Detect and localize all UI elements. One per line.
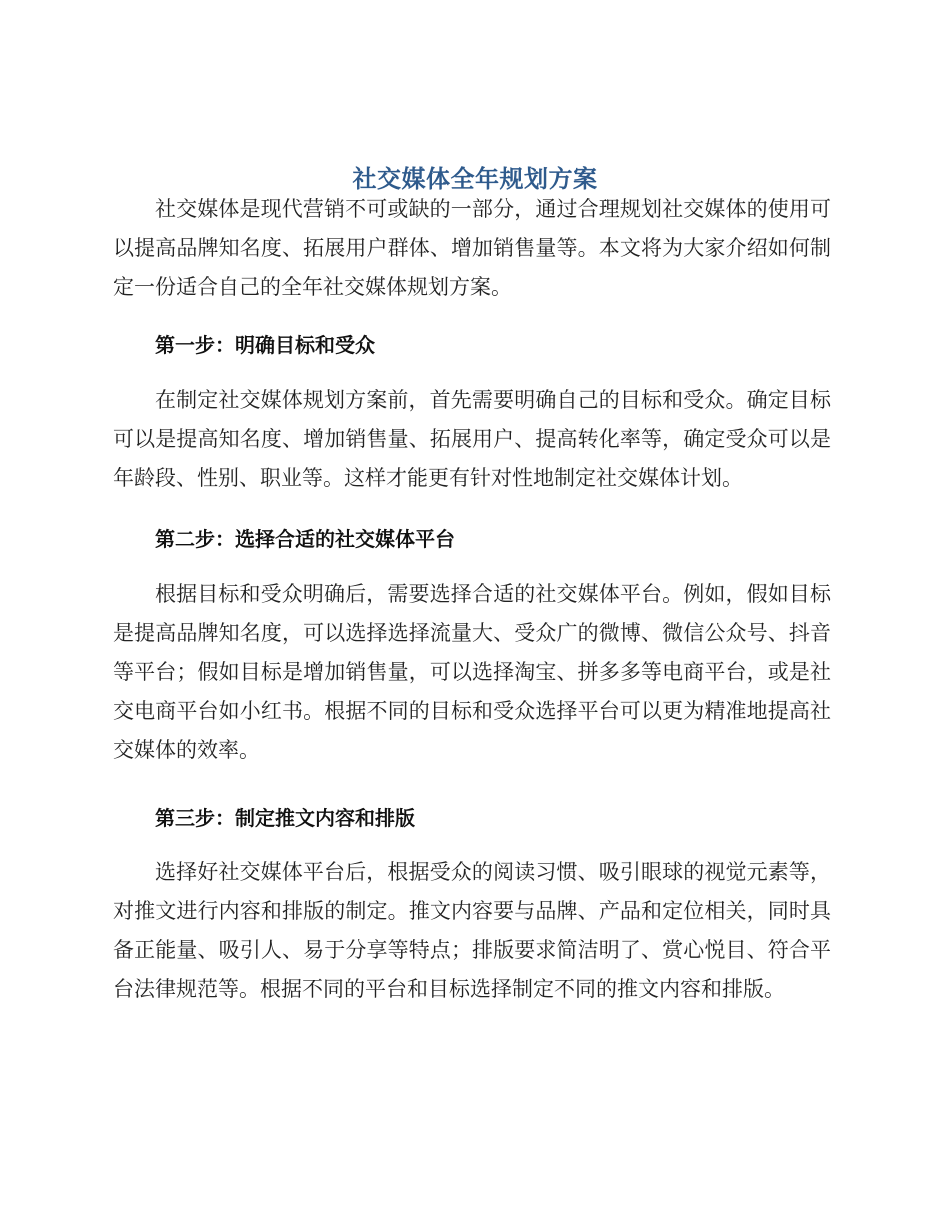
intro-paragraph: 社交媒体是现代营销不可或缺的一部分，通过合理规划社交媒体的使用可以提高品牌知名度、拓展用户群体、增加销售量等。本文将为大家介绍如何制定一份适合自己的全年社交媒体规划方案。 <box>113 197 831 299</box>
section-heading-3: 第三步：制定推文内容和排版 <box>155 806 415 830</box>
section-body-1: 在制定社交媒体规划方案前，首先需要明确自己的目标和受众。确定目标可以是提高知名度、增加销售量、拓展用户、提高转化率等，确定受众可以是年龄段、性别、职业等。这样才能更有针对性地制定社交媒体计划。 <box>113 388 831 490</box>
section-heading-1: 第一步：明确目标和受众 <box>155 333 375 357</box>
section-heading-2: 第二步：选择合适的社交媒体平台 <box>155 527 455 551</box>
section-body-3: 选择好社交媒体平台后，根据受众的阅读习惯、吸引眼球的视觉元素等，对推文进行内容和排版的制定。推文内容要与品牌、产品和定位相关，同时具备正能量、吸引人、易于分享等特点；排版要求简洁明了、赏心悦目、符合平台法律规范等。根据不同的平台和目标选择制定不同的推文内容和排版。 <box>113 860 831 1001</box>
section-body-2: 根据目标和受众明确后，需要选择合适的社交媒体平台。例如，假如目标是提高品牌知名度，可以选择选择流量大、受众广的微博、微信公众号、抖音等平台；假如目标是增加销售量，可以选择淘宝、拼多多等电商平台，或是社交电商平台如小红书。根据不同的目标和受众选择平台可以更为精准地提高社交媒体的效率。 <box>113 582 831 762</box>
document-title: 社交媒体全年规划方案 <box>352 165 598 194</box>
